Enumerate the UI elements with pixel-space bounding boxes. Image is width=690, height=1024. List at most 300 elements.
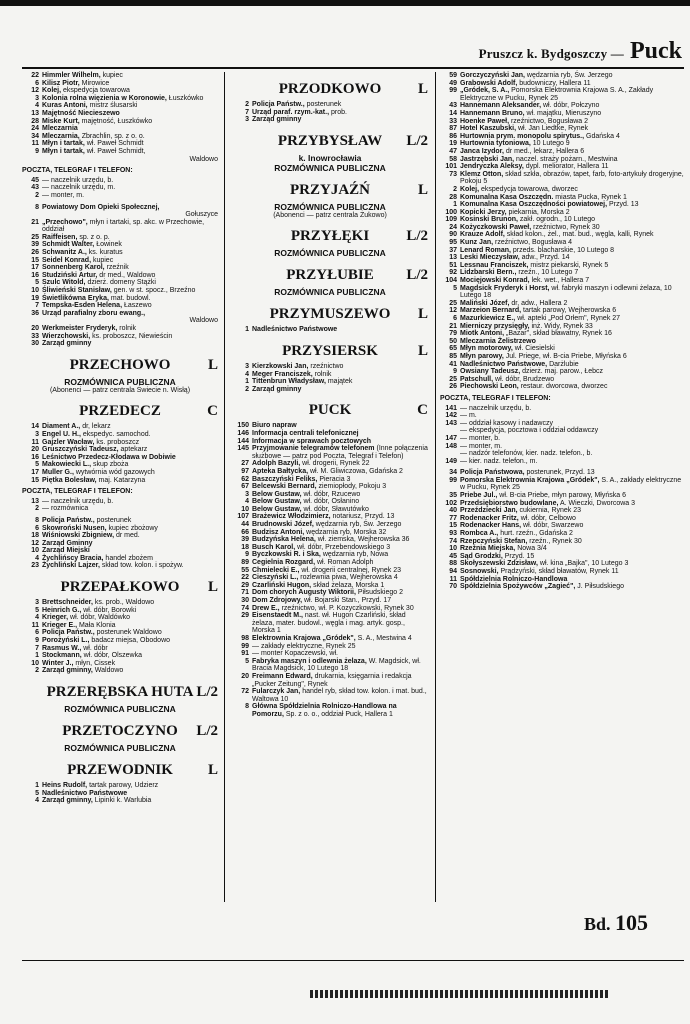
- entry-name: Hurtownia tytoniowa,: [460, 140, 531, 148]
- listing-entry: [440, 239, 684, 247]
- phone-number: 12: [31, 87, 39, 95]
- phone-number: 45: [31, 176, 39, 184]
- phone-number: 6: [35, 629, 39, 637]
- phone-number: 15: [31, 476, 39, 484]
- exchange-class: L/2: [406, 267, 428, 284]
- entry-name: Informacja w sprawach pocztowych: [252, 437, 372, 445]
- phone-number: 36: [31, 309, 39, 317]
- header-location: Pruszcz k. Bydgoszczy —: [478, 46, 624, 61]
- entry-name: Zarząd gminny: [252, 385, 302, 393]
- listing-entry: [22, 87, 218, 95]
- phone-number: 45: [449, 552, 457, 560]
- listing-entry: [22, 241, 218, 249]
- entry-name: Zarząd gminny,: [42, 797, 93, 805]
- phone-number: 88: [449, 560, 457, 568]
- entry-name: Hotel Kaszubski,: [460, 125, 517, 133]
- entry-detail: wł. dóbr, Przebendowskiego 3: [295, 543, 391, 551]
- listing-entry: [22, 469, 218, 477]
- entry-name: Rasmus W.,: [42, 644, 82, 652]
- entry-name: Żychliński Lajzer,: [42, 562, 100, 570]
- phone-number: 29: [241, 612, 249, 620]
- post-office-heading: POCZTA, TELEGRAF I TELEFON:: [440, 394, 551, 402]
- listing-entry: [440, 231, 684, 239]
- entry-name: Fabryka maszyn i odlewnia żelaza,: [252, 657, 367, 665]
- entry-name: Miske Kurt,: [42, 117, 80, 125]
- phone-number: 70: [449, 583, 457, 591]
- entry-name: Lessnau Franciszek,: [460, 261, 529, 269]
- entry-name: Policja Państwowa,: [460, 469, 525, 477]
- entry-detail: wł. B-cia Priebe, młyn parowy, Młyńska 6: [497, 492, 626, 500]
- entry-detail: Łowinek: [94, 241, 122, 249]
- entry-name: Rzeźnia Miejska,: [460, 545, 516, 553]
- listing-entry: [440, 171, 684, 186]
- entry-detail: — naczelnik urzędu, b.: [42, 176, 114, 184]
- listing-entry: [440, 492, 684, 500]
- phone-number: 8: [245, 703, 249, 711]
- section-heading: [22, 684, 218, 701]
- entry-name: Cegielnia Rozgard,: [252, 559, 316, 567]
- listing-entry: [440, 553, 684, 561]
- phone-number: 33: [449, 117, 457, 125]
- section-heading: [232, 306, 428, 323]
- entry-detail: ks. proboszcz, Niewieścin: [90, 332, 173, 340]
- phone-number: 16: [31, 453, 39, 461]
- listing-entry: [232, 658, 428, 673]
- entry-detail: dr, lekarz: [80, 423, 111, 431]
- listing-entry: [22, 177, 218, 185]
- entry-detail: tartak parowy, Udzierz: [87, 782, 159, 789]
- listing-entry: [22, 133, 218, 141]
- phone-number: 149: [445, 457, 457, 465]
- entry-name: Heinrich G.,: [42, 606, 82, 614]
- entry-detail: wł. Jan Liedtke, Rynek: [516, 125, 588, 133]
- section-title: PRZYBYSŁAW: [277, 132, 383, 149]
- entry-detail: naczel. straży pożarn., Mestwina: [514, 155, 618, 163]
- phone-number: 4: [35, 614, 39, 622]
- entry-detail: posterunek: [94, 516, 132, 524]
- page-number: 105: [615, 910, 648, 935]
- phone-number: 5: [245, 657, 249, 665]
- listing-entry: [22, 439, 218, 447]
- listing-entry: [440, 307, 684, 315]
- entry-name: Kilisz Piotr,: [42, 79, 80, 87]
- column-divider: [224, 72, 225, 902]
- entry-detail: wł. ziemska, Wejherowska 36: [315, 536, 410, 544]
- phone-number: 30: [241, 597, 249, 604]
- entry-name: Schwanitz A.,: [42, 249, 87, 257]
- phone-number: 22: [31, 72, 39, 79]
- entry-detail: wędzarnia ryb, Św. Jerzego: [313, 521, 402, 529]
- listing-entry: [22, 192, 218, 200]
- listing-entry: [22, 622, 218, 630]
- phone-number: 1: [245, 378, 249, 386]
- entry-name: Komunalna Kasa Oszczędn.: [460, 193, 554, 201]
- listing-entry: [440, 376, 684, 384]
- listing-entry: [232, 544, 428, 552]
- listing-entry: [232, 430, 428, 438]
- phone-number: 9: [453, 368, 457, 376]
- listing-entry: [232, 567, 428, 575]
- entry-detail: wędzarnia ryb, Morska 32: [304, 528, 387, 536]
- phone-number: 43: [449, 102, 457, 110]
- listing-entry: [232, 582, 428, 590]
- phone-number: 93: [449, 530, 457, 538]
- listing-entry: [22, 257, 218, 265]
- entry-name: Marzeion Bernard,: [460, 307, 522, 315]
- phone-number: 5: [35, 279, 39, 287]
- entry-name: Policja Państw.,: [42, 629, 95, 637]
- entry-name: Wierzchowski,: [42, 332, 91, 340]
- listing-entry: [232, 643, 428, 651]
- phone-number: 11: [31, 438, 39, 446]
- entry-detail: dypl. meliorator, Hallera 11: [523, 163, 609, 171]
- entry-name: Hannemann Bruno,: [460, 109, 525, 117]
- entry-detail: Przyd. 13: [607, 201, 639, 209]
- entry-name: Młyn i tartak,: [42, 140, 85, 148]
- listing-entry: [440, 102, 684, 110]
- phone-number: 5: [35, 789, 39, 797]
- entry-name: Tittenbrun Władysław,: [252, 378, 326, 386]
- section-note: (Abonenci — patrz centrala Żukowo): [273, 211, 387, 219]
- listing-entry: [22, 629, 218, 637]
- entry-detail: Pomorska Elektrownia Krajowa S. A., Zakłady Elektryczne w Pucku, Rynek 25: [460, 87, 654, 102]
- phone-number: 62: [241, 475, 249, 483]
- entry-name: Zarząd gminny,: [42, 667, 93, 675]
- entry-name: Zarząd Gminny: [42, 539, 93, 547]
- entry-detail: skład żelaza, Morska 1: [311, 581, 385, 589]
- section-subtitle: ROZMÓWNICA PUBLICZNA: [274, 201, 386, 212]
- listing-entry: [22, 637, 218, 645]
- phone-number: 25: [31, 233, 39, 241]
- listing-entry: [22, 102, 218, 110]
- phone-number: 10: [31, 659, 39, 667]
- phone-number: 147: [445, 434, 457, 442]
- entry-detail: Przyd. 15: [502, 552, 535, 560]
- listing-entry: [232, 673, 428, 688]
- listing-entry: [22, 333, 218, 341]
- entry-name: Fularczyk Jan,: [252, 688, 301, 696]
- phone-number: 86: [449, 132, 457, 140]
- entry-detail: (Inne połączenia służbowe — patrz pod Poczta, Telegraf i Telefon): [252, 445, 428, 460]
- listing-entry: [440, 300, 684, 308]
- entry-detail: rzeźnictwo, Bogusława 4: [493, 239, 573, 247]
- entry-name: Zarząd gminny: [42, 340, 92, 348]
- listing-entry: [440, 560, 684, 568]
- entry-name: Młyn i tartak,: [42, 147, 85, 155]
- listing-entry: [22, 797, 218, 805]
- entry-name: Kolonia rolna więzienia w Koronowie,: [42, 94, 167, 102]
- entry-detail: rzeźnictwo, Bogusława 2: [509, 117, 589, 125]
- entry-detail: badacz miejsa, Obodowo: [89, 637, 171, 645]
- entry-name: Młyn parowy,: [460, 352, 504, 360]
- phone-number: 11: [449, 575, 457, 583]
- phone-number: 33: [31, 332, 39, 340]
- entry-detail: posterunek: [304, 101, 342, 108]
- entry-detail: ekspedycja towarowa: [61, 87, 130, 95]
- entry-name: Gruszczyński Tadeusz,: [42, 446, 119, 454]
- entry-detail: Jul. Priege, wł. B-cia Priebe, Młyńska 6: [503, 352, 627, 360]
- entry-detail: adw., Przyd. 14: [519, 254, 570, 262]
- entry-detail: restaur. dworcowa, dworzec: [518, 383, 608, 391]
- phone-number: 5: [35, 461, 39, 469]
- phone-number: 141: [445, 404, 457, 412]
- listing-entry: [232, 612, 428, 635]
- entry-detail: zakł. ogrodn., 10 Lutego: [517, 216, 596, 224]
- phone-number: 87: [449, 125, 457, 133]
- phone-number: 14: [449, 109, 457, 117]
- exchange-class: C: [417, 402, 428, 419]
- phone-number: 4: [245, 498, 249, 506]
- section-title: PRZERĘBSKA HUTA: [46, 684, 194, 700]
- phone-number: 13: [31, 497, 39, 505]
- phone-number: 146: [237, 429, 249, 437]
- entry-name: Świetlikówna Eryka,: [42, 294, 109, 302]
- phone-number: 4: [245, 370, 249, 378]
- entry-detail: rolnik: [117, 325, 137, 332]
- entry-name: Studziński Artur,: [42, 271, 98, 279]
- listing-entry: [232, 491, 428, 499]
- entry-detail: — monter, b.: [460, 434, 501, 442]
- entry-name: „Przechowo",: [42, 218, 88, 226]
- section-title: PRZYJAŹŃ: [289, 181, 370, 198]
- entry-name: Hurtownia prym. monopolu spirytus.,: [460, 132, 585, 140]
- entry-name: Maliński Józef,: [460, 299, 510, 307]
- column-1: [22, 72, 218, 805]
- entry-detail: rzeźnictwo, wł. P. Kozyczkowski, Rynek 30: [279, 604, 414, 612]
- entry-name: Below Gustaw,: [252, 490, 302, 498]
- entry-detail: Mała Klonia: [77, 621, 116, 629]
- section-heading: [22, 579, 218, 596]
- entry-name: Piechowski Leon,: [460, 383, 519, 391]
- phone-number: 5: [35, 606, 39, 614]
- entry-name: Hannemann Aleksander,: [460, 102, 542, 110]
- listing-entry: [440, 148, 684, 156]
- listing-entry: [232, 468, 428, 476]
- phone-number: 51: [449, 261, 457, 269]
- listing-entry: [22, 660, 218, 668]
- listing-entry: [440, 262, 684, 270]
- listing-entry: [22, 310, 218, 325]
- phone-number: 99: [449, 87, 457, 95]
- phone-number: 59: [449, 72, 457, 79]
- phone-number: 3: [35, 430, 39, 438]
- entry-detail: Sp. z o. o., oddział Puck, Hallera 1: [283, 710, 393, 718]
- listing-entry: [22, 287, 218, 295]
- page-footer: [584, 910, 648, 936]
- phone-number: 16: [31, 271, 39, 279]
- entry-locality: Gołuszyce: [185, 211, 218, 219]
- listing-entry: [440, 133, 684, 141]
- entry-detail: wł. majątku, Mieruszyno: [524, 109, 602, 117]
- entry-detail: „Bazar", skład bławatny, Rynek 16: [504, 330, 612, 338]
- listing-entry: [440, 469, 684, 477]
- entry-detail: — monter, m.: [42, 191, 85, 199]
- entry-detail: rzeźnik: [104, 264, 129, 272]
- entry-detail: — ekspedycja, pocztowa i oddział oddawczy: [460, 427, 599, 435]
- listing-entry: [232, 498, 428, 506]
- entry-name: Makowiecki L.,: [42, 461, 92, 469]
- listing-entry: [440, 530, 684, 538]
- entry-detail: skład szkła, obrazów, tapet, farb, foto-artykuły drogeryjne, Pokoju 5: [460, 170, 684, 186]
- listing-entry: [440, 443, 684, 451]
- entry-detail: młyn i tartaki, sp. akc. w Przechowie, oddział: [42, 218, 205, 234]
- phone-number: 7: [245, 108, 249, 116]
- phone-number: 17: [31, 264, 39, 272]
- entry-name: Porożyński L.,: [42, 637, 90, 645]
- listing-entry: [232, 483, 428, 491]
- phone-number: 11: [31, 140, 39, 148]
- listing-entry: [22, 599, 218, 607]
- entry-detail: wł. drogerii centralnej, Rynek 23: [299, 566, 402, 574]
- phone-number: 11: [31, 621, 39, 629]
- entry-name: Krauze Adolf,: [460, 231, 505, 239]
- section-heading: [232, 228, 428, 245]
- phone-number: 91: [241, 650, 249, 658]
- phone-number: 49: [449, 79, 457, 87]
- entry-name: Jendryczka Aleksy,: [460, 163, 524, 171]
- phone-number: 101: [445, 163, 457, 171]
- entry-name: Busch Karol,: [252, 543, 296, 551]
- phone-number: 8: [35, 203, 39, 211]
- entry-name: Urząd paraf. rzym.-kat.,: [252, 108, 330, 116]
- entry-detail: handel ryb, skład tow. kolon. i mat. bud., Waltowa 10: [252, 688, 427, 703]
- entry-detail: wł. dóbr, Rzucewo: [301, 490, 361, 498]
- entry-name: Czarliński Hugon,: [252, 581, 312, 589]
- entry-name: Miotk Antoni,: [460, 330, 505, 338]
- entry-detail: — nadzór telefonów, kier. nadz. telefon., b.: [460, 450, 593, 458]
- phone-number: 66: [241, 528, 249, 536]
- entry-name: Kierzkowski Jan,: [252, 362, 309, 370]
- entry-name: Gajzler Wacław,: [42, 438, 95, 446]
- listing-entry: [22, 118, 218, 126]
- entry-name: Kolej,: [42, 87, 62, 95]
- phone-number: 34: [449, 469, 457, 477]
- entry-name: Przeździecki Jan,: [460, 507, 518, 515]
- exchange-class: L/2: [406, 132, 428, 149]
- phone-number: 67: [241, 483, 249, 491]
- entry-name: Engel U. H.,: [42, 430, 81, 438]
- listing-entry: [22, 607, 218, 615]
- entry-name: Sąd Grodzki,: [460, 552, 503, 560]
- listing-entry: [232, 513, 428, 521]
- entry-detail: wł. dóbr, Brudzewo: [493, 375, 555, 383]
- listing-entry: [22, 498, 218, 506]
- listing-entry: [22, 302, 218, 310]
- entry-detail: Łaszewo: [122, 302, 152, 310]
- phone-number: 6: [35, 79, 39, 87]
- phone-number: 10: [31, 547, 39, 555]
- entry-locality: Waldowo: [189, 317, 218, 325]
- entry-detail: dr, adw., Hallera 2: [509, 299, 568, 307]
- entry-name: Owsiany Tadeusz,: [460, 368, 521, 376]
- entry-name: Diament A.,: [42, 423, 81, 431]
- entry-detail: — kier. nadz. telefon., m.: [460, 457, 538, 465]
- entry-detail: skup zboża: [91, 461, 129, 469]
- section-subtitle: k. Inowrocławia: [298, 152, 362, 163]
- entry-name: Mocięjowski Konrad,: [460, 277, 530, 285]
- entry-detail: przeds. blacharskie, 10 Lutego 8: [510, 246, 615, 254]
- phone-number: 10: [449, 545, 457, 553]
- phone-number: 20: [31, 446, 39, 454]
- listing-entry: [440, 500, 684, 508]
- entry-name: Pomorska Elektrownia Krajowa „Gródek",: [460, 476, 600, 484]
- entry-detail: wł. dóbr, Swarzewo: [521, 522, 584, 530]
- entry-detail: drukarnia, księgarnia i redakcja „Pucker Zeitung", Rynek: [252, 672, 412, 688]
- entry-name: Priebe Jul.,: [460, 492, 498, 500]
- entry-detail: A. Wieczki, Dworcowa 3: [558, 499, 636, 507]
- entry-detail: Prądzyński, skład bławatów, Rynek 11: [498, 568, 619, 575]
- entry-name: Mleczarnia Żelistrzewo: [460, 337, 536, 345]
- entry-detail: ks. prob., Waldowo: [92, 599, 155, 607]
- phone-number: 145: [237, 445, 249, 453]
- listing-entry: [232, 597, 428, 605]
- entry-detail: miasta Pucka, Rynek 1: [553, 193, 627, 201]
- listing-entry: [22, 125, 218, 133]
- phone-number: 4: [35, 797, 39, 805]
- entry-detail: tartak parowy, Wejherowska 6: [521, 307, 617, 315]
- entry-name: Skowroński Nusen,: [42, 524, 107, 532]
- entry-name: Śliwieński Stanisław,: [42, 287, 112, 295]
- entry-detail: cukiernia, Rynek 23: [517, 507, 582, 515]
- listing-entry: [22, 272, 218, 280]
- listing-entry: [440, 201, 684, 209]
- phone-number: 1: [35, 652, 39, 660]
- section-heading: [22, 403, 218, 420]
- phone-number: 23: [31, 562, 39, 570]
- listing-entry: [440, 458, 684, 466]
- listing-entry: [232, 529, 428, 537]
- entry-name: Jastrzębski Jan,: [460, 155, 515, 163]
- entry-detail: — naczelnik urzędu, m.: [42, 184, 116, 192]
- entry-detail: wł. dóbr, Sławutówko: [301, 505, 369, 513]
- phone-number: 65: [449, 345, 457, 353]
- entry-name: Below Gustaw,: [252, 498, 302, 506]
- entry-name: Młyn motorowy,: [460, 345, 513, 353]
- entry-name: Magdsick Fryderyk i Horst,: [460, 284, 550, 292]
- phone-number: 24: [449, 223, 457, 231]
- footer-rule: [22, 960, 684, 961]
- listing-entry: [22, 295, 218, 303]
- entry-name: Elektrownia Krajowa „Gródek",: [252, 634, 356, 642]
- phone-number: 35: [449, 492, 457, 500]
- footer-label: Bd.: [583, 914, 611, 934]
- listing-entry: [440, 450, 684, 458]
- entry-detail: dr med., Waldowo: [97, 271, 156, 279]
- listing-entry: [232, 506, 428, 514]
- listing-entry: [232, 551, 428, 559]
- entry-detail: wł. fabryki maszyn i odlewni żelaza, 10 Lutego 18: [460, 284, 672, 300]
- entry-name: Baszczyński Feliks,: [252, 475, 318, 483]
- phone-number: 2: [245, 385, 249, 393]
- entry-detail: — zakłady elektryczne, Rynek 25: [252, 642, 356, 650]
- entry-name: Eisenstaedt M.,: [252, 612, 303, 620]
- listing-entry: [22, 547, 218, 555]
- phone-number: 43: [31, 184, 39, 192]
- listing-entry: [22, 645, 218, 653]
- listing-entry: [440, 125, 684, 133]
- listing-entry: [440, 186, 684, 194]
- entry-name: Majętność Niecieszewo: [42, 109, 120, 117]
- listing-entry: [440, 269, 684, 277]
- entry-detail: majętność, Łuszkówko: [79, 117, 153, 125]
- section-title: PRZYŁĘKI: [290, 228, 370, 245]
- phone-number: 6: [453, 315, 457, 322]
- entry-detail: ekspedycja towarowa, dworzec: [479, 185, 578, 193]
- entry-detail: wędzarnia ryb, Nowa: [320, 551, 389, 559]
- entry-detail: budowniczy, Hallera 11: [517, 79, 591, 87]
- entry-detail: wł. dóbr, Połczyno: [541, 102, 600, 110]
- column-2: [232, 72, 428, 719]
